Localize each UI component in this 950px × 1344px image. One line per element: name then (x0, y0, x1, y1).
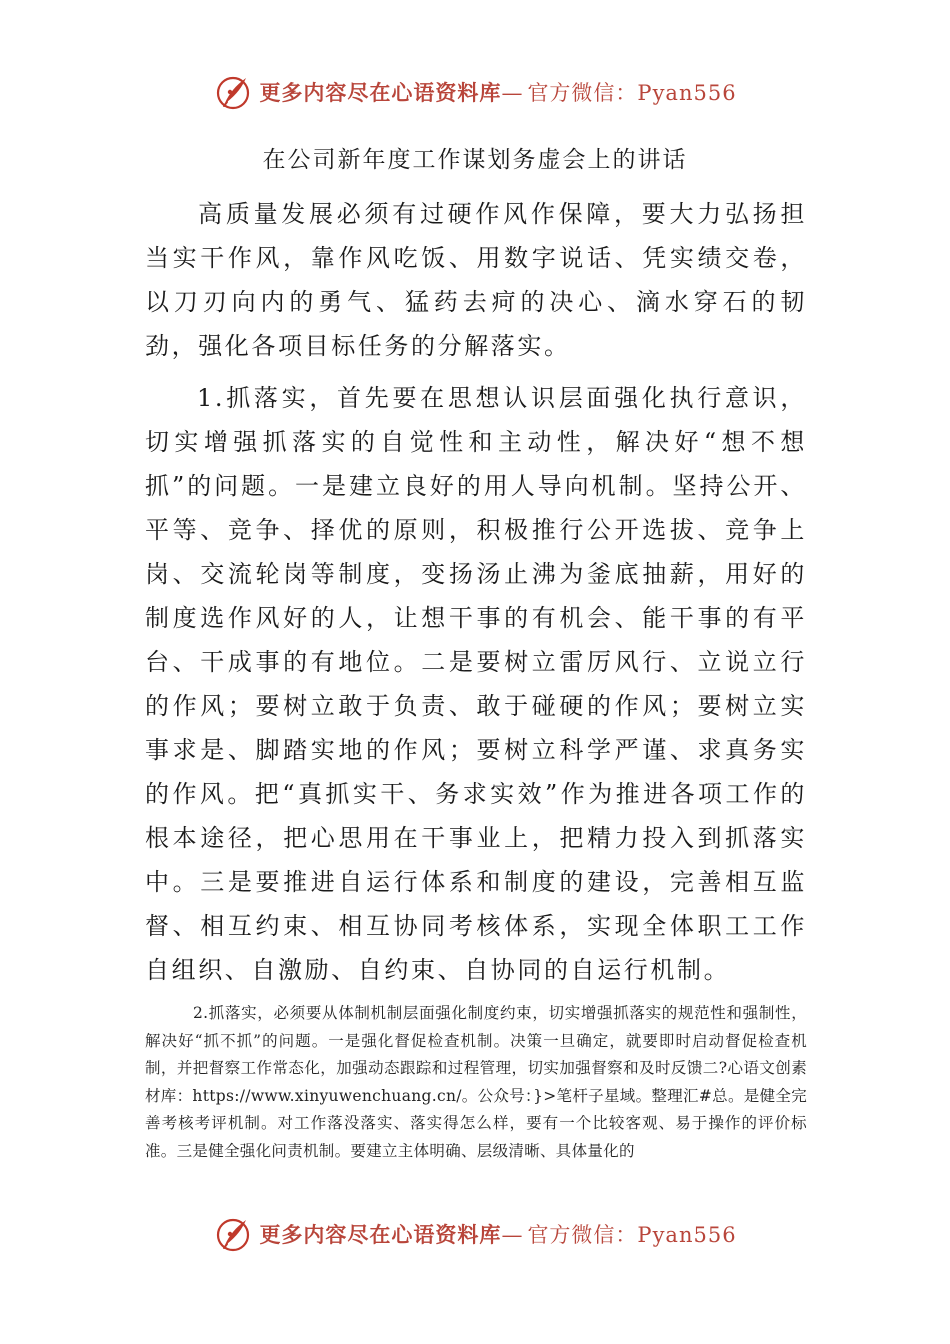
watermark-dash: — (501, 1223, 524, 1247)
quill-logo-icon (213, 72, 253, 112)
quill-logo-icon (213, 1214, 253, 1254)
paragraph-point-1 (145, 376, 807, 992)
watermark-wechat: 官方微信：Pyan556 (527, 1223, 737, 1247)
paragraph-point-2 (145, 1000, 807, 1165)
paragraph-point-1-text: 1.抓落实，首先要在思想认识层面强化执行意识，切实增强抓落实的自觉性和主动性，解决好“想不想抓”的问题。一是建立良好的用人导向机制。坚持公开、平等、竞争、择优的原则，积极推行公开选拔、竞争上岗、交流轮岗等制度，变扬汤止沸为釜底抽薪，用好的制度选作风好的人，让想干事的有机会、能干事的有平台、干成事的有地位。二是要树立雷厉风行、立说立行的作风；要树立敢于负责、敢于碰硬的作风；要树立实事求是、脚踏实地的作风；要树立科学严谨、求真务实的作风。把“真抓实干、务求实效”作为推进各项工作的根本途径，把心思用在干事业上，把精力投入到抓落实中。三是要推进自运行体系和制度的建设，完善相互监督、相互约束、相互协同考核体系，实现全体职工工作自组织、自激励、自约束、自协同的自运行机制。 (145, 384, 807, 984)
watermark-banner-top (0, 70, 950, 114)
watermark-brand: 更多内容尽在心语资料库 (259, 1222, 502, 1247)
watermark-text (259, 77, 736, 107)
watermark-wechat: 官方微信：Pyan556 (527, 81, 737, 105)
watermark-brand: 更多内容尽在心语资料库 (259, 80, 502, 105)
paragraph-point-2-text: 2.抓落实，必须要从体制机制层面强化制度约束，切实增强抓落实的规范性和强制性，解决好“抓不抓”的问题。一是强化督促检查机制。决策一旦确定，就要即时启动督促检查机制，并把督察工作常态化，加强动态跟踪和过程管理，切实加强督察和及时反馈二?心语文创素材库：https://www.xinyuwenchuang.cn/。公众号：}>笔杆子星域。整理汇#总。是健全完善考核考评机制。对工作落没落实、落实得怎么样，要有一个比较客观、易于操作的评价标准。三是健全强化问责机制。要建立主体明确、层级清晰、具体量化的 (145, 1004, 807, 1160)
paragraph-intro (145, 192, 807, 368)
watermark-banner-bottom (0, 1212, 950, 1256)
watermark-text (259, 1219, 736, 1249)
paragraph-intro-text: 高质量发展必须有过硬作风作保障，要大力弘扬担当实干作风，靠作风吃饭、用数字说话、凭实绩交卷，以刀刃向内的勇气、猛药去疴的决心、滴水穿石的韧劲，强化各项目标任务的分解落实。 (145, 200, 807, 360)
document-title: 在公司新年度工作谋划务虚会上的讲话 (262, 147, 688, 173)
watermark-dash: — (501, 81, 524, 105)
